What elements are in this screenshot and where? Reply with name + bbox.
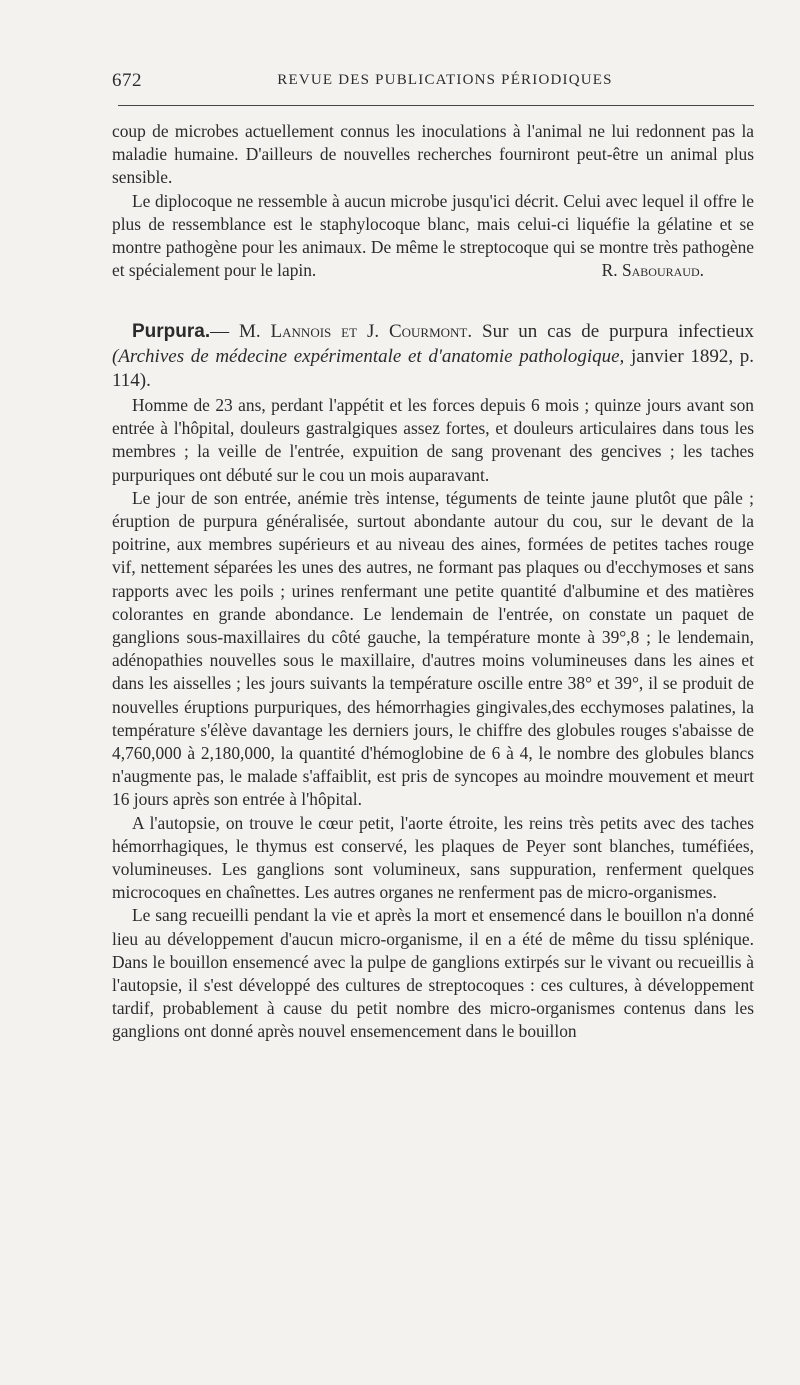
paragraph-case: Homme de 23 ans, perdant l'appétit et les forces depuis 6 mois ; quinze jours avant son entrée à l'hôpital, douleurs gastralgiques assez fortes, et douleurs articulaires dans tous les membres ; la veille de l'entrée, expuition de sang provenant des gencives ; les taches purpuriques ont débuté sur le cou un mois auparavant. <box>112 394 754 485</box>
paragraph-autopsy: A l'autopsie, on trouve le cœur petit, l'aorte étroite, les reins très petits avec des taches hémorrhagiques, le thymus est conservé, les plaques de Peyer sont blanches, tuméfiées, volumineuses. Les ganglions sont volumineux, sans suppuration, renferment quelques microcoques en chaînettes. Les autres organes ne renferment pas de micro-organismes. <box>112 812 754 903</box>
article-citation: janvier 1892, p. 114). <box>112 345 754 392</box>
running-head: REVUE DES PUBLICATIONS PÉRIODIQUES <box>277 72 613 88</box>
page-header <box>112 70 754 96</box>
paragraph-cultures: Le sang recueilli pendant la vie et après la mort et ensemencé dans le bouillon n'a donné lieu au développement d'aucun micro-organisme, il en a été de même du tissu splénique. Dans le bouillon ensemencé avec la pulpe de ganglions extirpés sur le vivant ou recueillis à l'autopsie, il s'est développé des cultures de streptocoques : ces cultures, à développement tardif, probablement à cause du petit nombre des micro-organismes contenus dans les ganglions ont donné après nouvel ensemencement dans le bouillon <box>112 905 754 1042</box>
signature-name: Sabouraud. <box>621 260 704 281</box>
paragraph-diplocoque-text: Le diplocoque ne ressemble à aucun microbe jusqu'ici décrit. Celui avec lequel il offre le plus de ressemblance est le staphylocoque blanc, mais celui-ci liquéfie la gélatine et se montre pathogène pour les animaux. De même le streptocoque qui se montre très pathogène et spécialement pour le lapin. <box>112 190 754 281</box>
page-number: 672 <box>112 70 142 91</box>
article-heading <box>112 320 754 394</box>
body-text <box>112 120 754 1044</box>
article-journal: (Archives de médecine expérimentale et d'anatomie pathologique, <box>112 345 625 367</box>
signature <box>582 259 704 282</box>
paragraph-diplocoque <box>112 190 754 283</box>
article-title: Sur un cas de purpura infectieux <box>482 321 755 343</box>
header-rule <box>118 105 754 106</box>
article-et: et <box>341 321 358 343</box>
article-author-2: J. Courmont. <box>366 321 473 343</box>
signature-initial: R. <box>601 260 618 281</box>
paragraph-continuation: coup de microbes actuellement connus les inoculations à l'animal ne lui redonnent pas la maladie humaine. D'ailleurs de nouvelles recherches fourniront peut-être un animal plus sensible. <box>112 121 754 188</box>
article-dash: — M. <box>210 321 261 343</box>
article-keyword: Purpura. <box>132 321 211 343</box>
article-author-1: Lannois <box>270 321 332 343</box>
paragraph-admission: Le jour de son entrée, anémie très intense, téguments de teinte jaune plutôt que pâle ; éruption de purpura généralisée, surtout abondante autour du cou, sur le devant de la poitrine, aux membres supérieurs et au niveau des aines, formées de petites taches rouge vif, nettement séparées les unes des autres, ne formant pas plaques ou d'ecchymoses et sans rapports avec les poils ; urines renfermant une petite quantité d'albumine et des matières colorantes en grande abondance. Le lendemain de l'entrée, on constate un paquet de ganglions sous-maxillaires du côté gauche, la température monte à 39°,8 ; le lendemain, adénopathies nouvelles sous le maxillaire, d'autres moins volumineuses dans les aines et dans les aisselles ; les jours suivants la température oscille entre 38° et 39°, il se produit de nouvelles éruptions purpuriques, des hémorrhagies gingivales,des ecchymoses palatines, la température s'élève davantage les derniers jours, le chiffre des globules rouges s'abaisse de 4,760,000 à 2,180,000, la quantité d'hémoglobine de 6 à 4, le nombre des globules blancs n'augmente pas, le malade s'affaiblit, est pris de syncopes au moindre mouvement et meurt 16 jours après son entrée à l'hôpital. <box>112 487 754 810</box>
article-section <box>112 320 754 1043</box>
